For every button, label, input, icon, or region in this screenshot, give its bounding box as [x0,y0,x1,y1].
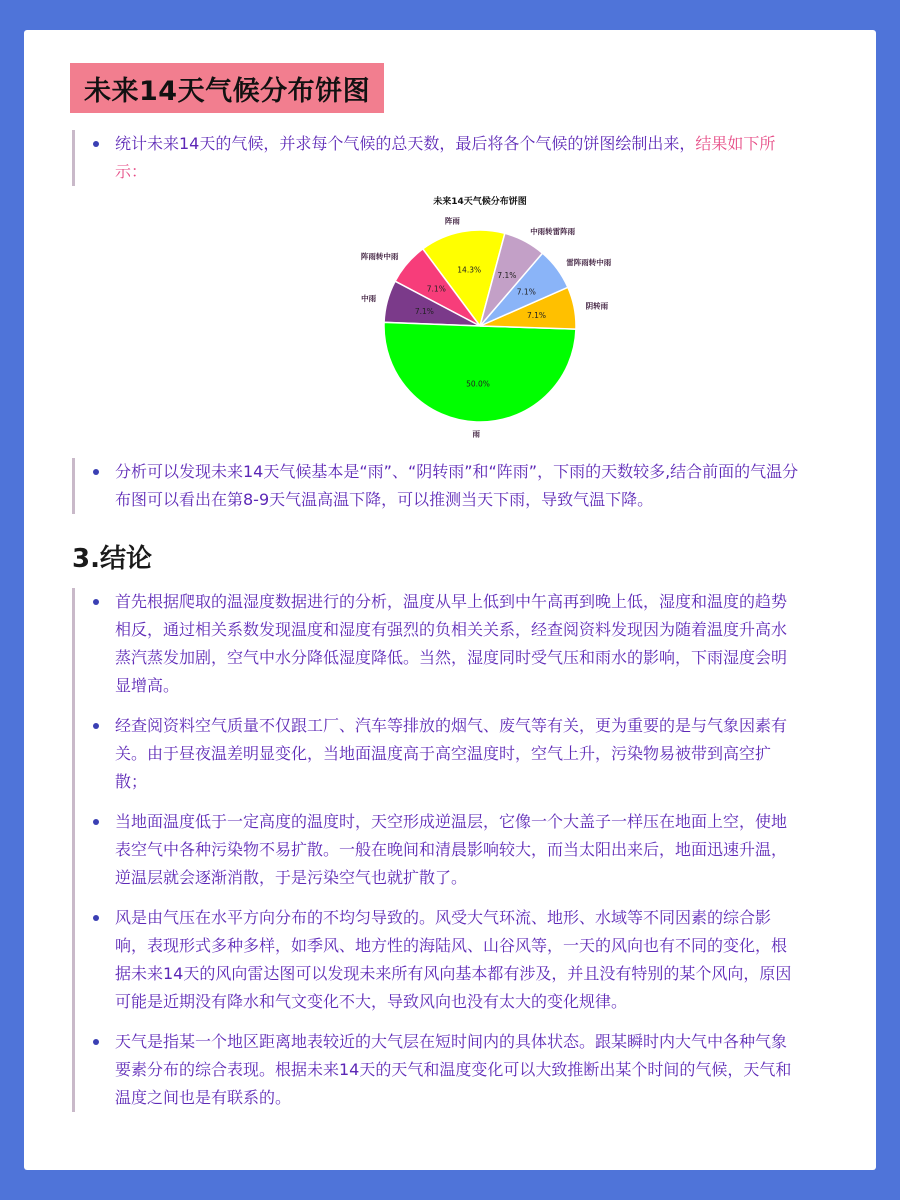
slice-category-label: 阵雨 [444,216,460,226]
conclusion-blockquote [72,588,829,1112]
intro-list [115,130,805,186]
conclusion-item: 当地面温度低于一定高度的温度时，天空形成逆温层，它像一个大盖子一样压在地面上空，使地表空气中各种污染物不易扩散。一般在晚间和清晨影响较大，而当太阳出来后，地面迅速升温，逆温层就会逐渐消散，于是污染空气也就扩散了。 [115,808,801,892]
conclusion-item: 经查阅资料空气质量不仅跟工厂、汽车等排放的烟气、废气等有关，更为重要的是与气象因素有关。由于昼夜温差明显变化，当地面温度高于高空温度时，空气上升，污染物易被带到高空扩散； [115,712,801,796]
intro-blockquote [72,130,833,186]
conclusion-item: 风是由气压在水平方向分布的不均匀导致的。风受大气环流、地形、水域等不同因素的综合影响，表现形式多种多样，如季风、地方性的海陆风、山谷风等，一天的风向也有不同的变化，根据未来14天的风向雷达图可以发现未来所有风向基本都有涉及，并且没有特别的某个风向，原因可能是近期没有降水和气文变化不大，导致风向也没有太大的变化规律。 [115,904,801,1016]
page-title: 未来14天气候分布饼图 [84,75,371,107]
conclusion-item: 首先根据爬取的温湿度数据进行的分析，温度从早上低到中午高再到晚上低，湿度和温度的趋势相反，通过相关系数发现温度和湿度有强烈的负相关关系，经查阅资料发现因为随着温度升高水蒸汽蒸发加剧，空气中水分降低湿度降低。当然，湿度同时受气压和雨水的影响，下雨湿度会明显增高。 [115,588,801,700]
pie-slice [384,322,576,422]
slice-percent-label: 7.1% [526,311,547,320]
analysis-list [115,458,805,514]
intro-highlight: 结果如下所示： [115,134,776,181]
slice-category-label: 雨 [472,429,480,439]
intro-text: 统计未来14天的气候，并求每个气候的总天数，最后将各个气候的饼图绘制出来， [115,134,696,153]
slice-category-label: 中雨 [361,294,377,304]
slice-percent-label: 7.1% [497,271,517,281]
slice-percent-label: 7.1% [516,287,536,297]
slice-category-label: 阴转雨 [585,301,609,311]
conclusion-item: 天气是指某一个地区距离地表较近的大气层在短时间内的具体状态。跟某瞬时内大气中各种气象要素分布的综合表现。根据未来14天的天气和温度变化可以大致推断出某个时间的气候，天气和温度之间也是有联系的。 [115,1028,801,1112]
slice-category-label: 雷阵雨转中雨 [566,257,612,267]
slice-percent-label: 14.3% [457,265,482,275]
slice-category-label: 阵雨转中雨 [360,252,399,261]
title-banner [70,63,384,113]
slice-category-label: 中雨转雷阵雨 [530,226,576,236]
chart-title: 未来14天气候分布饼图 [433,197,527,207]
intro-item [115,130,805,186]
slice-percent-label: 7.1% [426,284,446,294]
analysis-item: 分析可以发现未来14天气候基本是“雨”、“阴转雨”和“阵雨”，下雨的天数较多,结合前面的气温分布图可以看出在第8-9天气温高温下降，可以推测当天下雨，导致气温下降。 [115,458,805,514]
conclusion-heading: 3.结论 [72,544,152,574]
climate-pie-chart [324,190,624,440]
analysis-blockquote [72,458,833,514]
conclusion-list [115,588,801,1112]
content-card [24,30,876,1170]
slice-percent-label: 7.1% [414,307,434,317]
slice-percent-label: 50.0% [466,379,490,389]
